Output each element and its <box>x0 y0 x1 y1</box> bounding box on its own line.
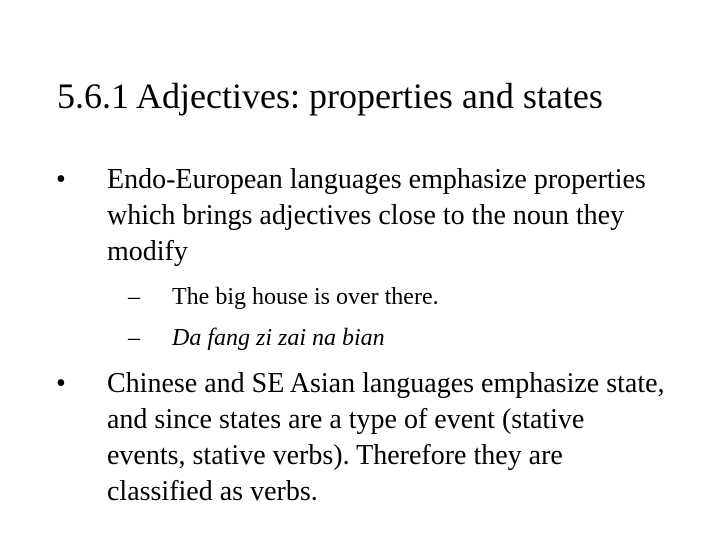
sub-item-chinese-example <box>128 323 672 353</box>
dash-icon: – <box>128 284 140 310</box>
bullet-item-states <box>56 366 667 510</box>
dash-icon: – <box>128 325 140 351</box>
bullet-icon: • <box>56 164 66 195</box>
bullet-icon: • <box>56 368 66 399</box>
bullet-item-properties <box>56 162 667 270</box>
bullet-text: Chinese and SE Asian languages emphasize state, and since states are a type of event (stative events, stative verbs). Therefore they are classified as verbs. <box>107 368 665 507</box>
slide-title: 5.6.1 Adjectives: properties and states <box>57 76 603 116</box>
bullet-text: Endo-European languages emphasize properties which brings adjectives close to the noun they modify <box>107 164 646 267</box>
sub-item-english-example <box>128 282 672 312</box>
sub-item-text: Da fang zi zai na bian <box>172 325 385 351</box>
sub-item-text: The big house is over there. <box>172 284 439 310</box>
